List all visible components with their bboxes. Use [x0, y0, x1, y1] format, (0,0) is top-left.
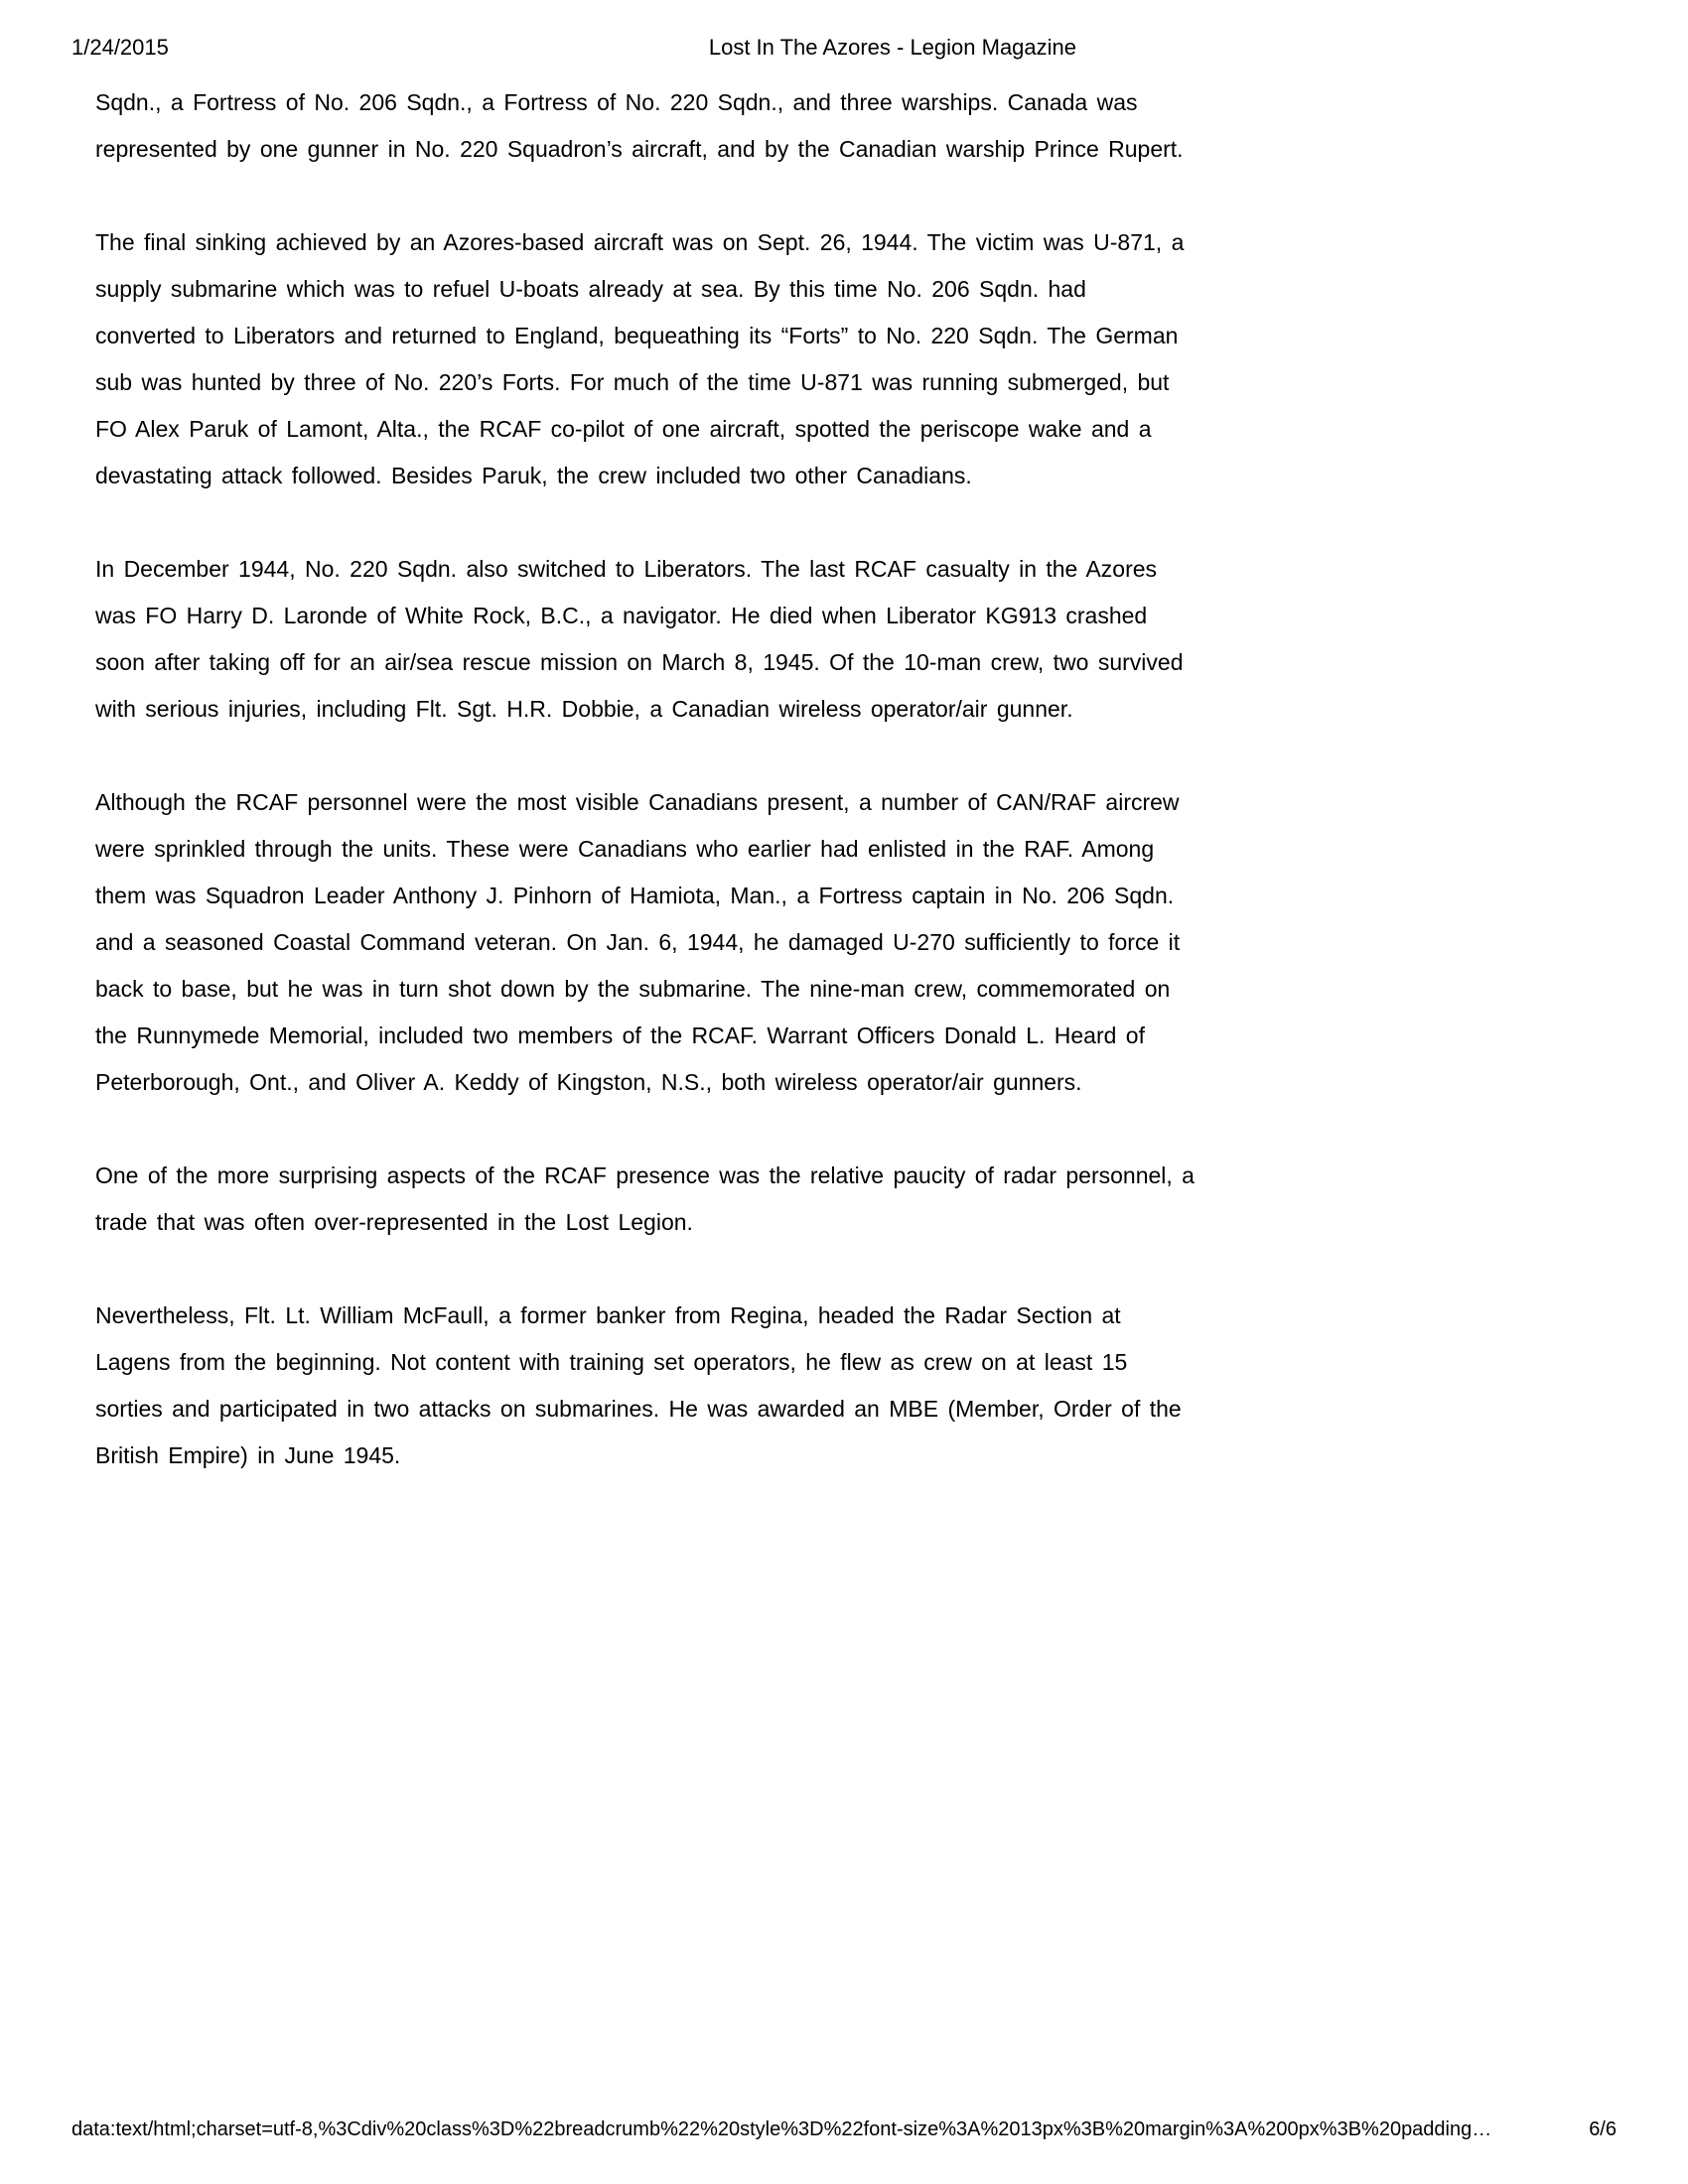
text-line: The final sinking achieved by an Azores-based aircraft was on Sept. 26, 1944. The victim was U-871, a: [95, 229, 1185, 255]
paragraph: [95, 779, 1461, 1106]
text-line: Nevertheless, Flt. Lt. William McFaull, a former banker from Regina, headed the Radar Section at: [95, 1302, 1121, 1328]
text-line: the Runnymede Memorial, included two members of the RCAF. Warrant Officers Donald L. Heard of: [95, 1023, 1145, 1048]
text-line: them was Squadron Leader Anthony J. Pinhorn of Hamiota, Man., a Fortress captain in No. 206 Sqdn.: [95, 883, 1175, 908]
text-line: One of the more surprising aspects of the RCAF presence was the relative paucity of radar personnel, a: [95, 1162, 1195, 1188]
paragraph: [95, 219, 1461, 499]
source-url: data:text/html;charset=utf-8,%3Cdiv%20class%3D%22breadcrumb%22%20style%3D%22font-size%3A%2013px%3B%20margin%3A%200px%3B%20padding…: [71, 2118, 1492, 2140]
text-line: Sqdn., a Fortress of No. 206 Sqdn., a Fortress of No. 220 Sqdn., and three warships. Canada was: [95, 89, 1138, 115]
paragraph: [95, 1293, 1461, 1479]
text-line: sub was hunted by three of No. 220’s Forts. For much of the time U-871 was running submerged, but: [95, 369, 1170, 395]
text-line: sorties and participated in two attacks on submarines. He was awarded an MBE (Member, Order of the: [95, 1396, 1182, 1422]
text-line: were sprinkled through the units. These were Canadians who earlier had enlisted in the RAF. Among: [95, 836, 1155, 862]
print-date: 1/24/2015: [71, 35, 169, 60]
text-line: converted to Liberators and returned to England, bequeathing its “Forts” to No. 220 Sqdn. The German: [95, 323, 1179, 348]
text-line: soon after taking off for an air/sea rescue mission on March 8, 1945. Of the 10-man crew, two survived: [95, 649, 1184, 675]
page-number: 6/6: [1589, 2118, 1617, 2140]
text-line: represented by one gunner in No. 220 Squadron’s aircraft, and by the Canadian warship Prince Rupert.: [95, 136, 1184, 162]
text-line: devastating attack followed. Besides Paruk, the crew included two other Canadians.: [95, 463, 972, 488]
text-line: FO Alex Paruk of Lamont, Alta., the RCAF co-pilot of one aircraft, spotted the periscope wake and a: [95, 416, 1152, 442]
text-line: and a seasoned Coastal Command veteran. On Jan. 6, 1944, he damaged U-270 sufficiently to force it: [95, 929, 1181, 955]
print-footer: [0, 2113, 1688, 2146]
paragraph: [95, 1153, 1461, 1246]
text-line: trade that was often over-represented in the Lost Legion.: [95, 1209, 693, 1235]
text-line: In December 1944, No. 220 Sqdn. also switched to Liberators. The last RCAF casualty in the Azores: [95, 556, 1158, 582]
paragraph: [95, 546, 1461, 733]
text-line: supply submarine which was to refuel U-boats already at sea. By this time No. 206 Sqdn. had: [95, 276, 1086, 302]
text-line: was FO Harry D. Laronde of White Rock, B.C., a navigator. He died when Liberator KG913 crashed: [95, 603, 1148, 628]
paragraph: [95, 79, 1461, 173]
text-line: Lagens from the beginning. Not content with training set operators, he flew as crew on at least 15: [95, 1349, 1128, 1375]
text-line: back to base, but he was in turn shot down by the submarine. The nine-man crew, commemorated on: [95, 976, 1171, 1002]
text-line: with serious injuries, including Flt. Sgt. H.R. Dobbie, a Canadian wireless operator/air gunner.: [95, 696, 1073, 722]
article-body: [95, 79, 1461, 1526]
print-header: [0, 34, 1688, 62]
document-title: Lost In The Azores - Legion Magazine: [708, 35, 1077, 60]
text-line: British Empire) in June 1945.: [95, 1442, 401, 1468]
text-line: Peterborough, Ont., and Oliver A. Keddy of Kingston, N.S., both wireless operator/air gunners.: [95, 1069, 1082, 1095]
text-line: Although the RCAF personnel were the most visible Canadians present, a number of CAN/RAF aircrew: [95, 789, 1180, 815]
